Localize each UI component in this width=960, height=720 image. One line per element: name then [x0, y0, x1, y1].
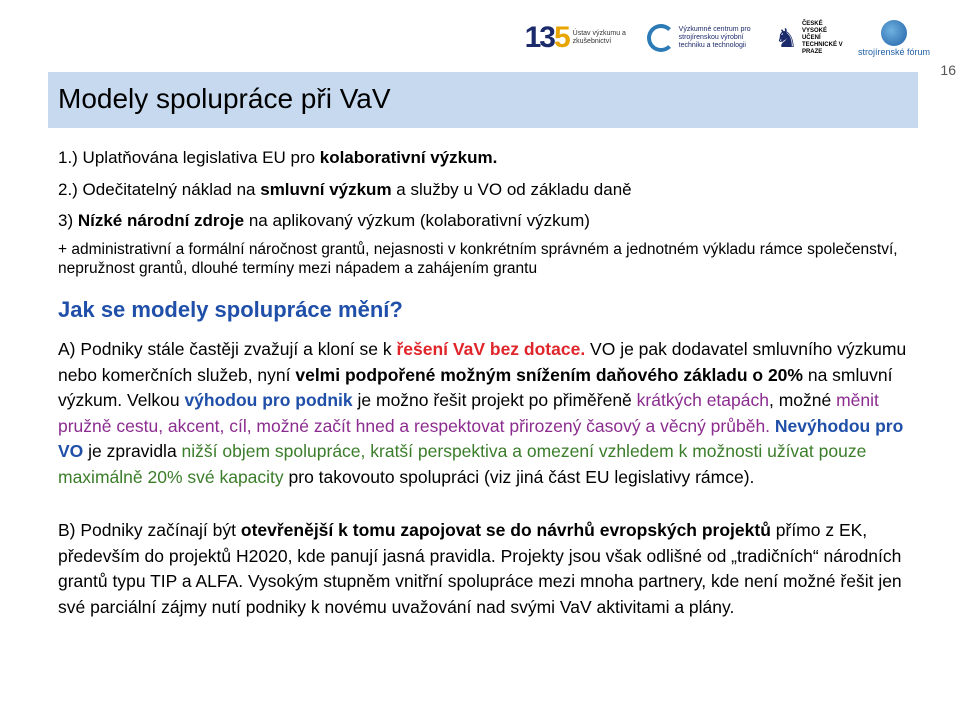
- pb-text-1: B) Podniky začínají být: [58, 520, 241, 540]
- point-1-bold: kolaborativní výzkum.: [319, 148, 498, 167]
- sf-text: strojírenské fórum: [857, 46, 930, 57]
- point-3-text-a: 3): [58, 211, 78, 230]
- point-2: [58, 177, 918, 203]
- pa-text-1: A) Podniky stále častěji zvažují a kloní se k: [58, 339, 397, 359]
- paragraph-b: [58, 518, 918, 620]
- pa-text-15: pro takovouto spolupráci (viz jiná část EU legislativy rámce).: [283, 466, 755, 487]
- point-1-text: 1.) Uplatňována legislativa EU pro: [58, 148, 320, 167]
- vc-text: Výzkumné centrum pro strojírenskou výrobní techniku a technologii: [678, 26, 751, 49]
- paragraph-a: [58, 337, 918, 490]
- point-1: [58, 145, 918, 171]
- page-number: 16: [940, 62, 956, 78]
- pa-text-9: , možné: [768, 390, 837, 410]
- pa-bold-danovy-zaklad: velmi podpořené možným snížením daňového základu o 20%: [295, 364, 803, 385]
- pb-bold-otevrenejsi: otevřenější k tomu zapojovat se do návrhů evropských projektů: [240, 520, 771, 540]
- partner-logos: [525, 10, 930, 66]
- pa-highlight-vyhoda: výhodou pro podnik: [184, 390, 353, 410]
- pa-highlight-etapy: krátkých etapách: [636, 390, 769, 410]
- logo-strojirenske-forum: [858, 20, 930, 57]
- title-bar: [48, 72, 918, 128]
- pa-text-7: je možno řešit projekt po přiměřeně: [352, 390, 637, 410]
- pa-highlight-nevyhoda: Nevýhodou pro VO: [58, 415, 904, 461]
- logo-135-number: 135: [524, 21, 569, 54]
- logo-135-text: Ústav výzkumu a zkušebnictví: [572, 30, 626, 45]
- point-3: [58, 208, 918, 234]
- point-3-bold: Nízké národní zdroje: [77, 211, 245, 230]
- pa-text-3: VO je pak dodavatel smluvního výzkumu nebo komerčních služeb, nyní: [58, 339, 907, 385]
- pb-text-3: přímo z EK, především do projektů H2020, kde panují jasná pravidla. Projekty jsou však odlišné od „tradičních“ národních grantů typu TIP a ALFA. Vysokým stupněm vnitřní spolupráce mezi mnoha partnery, kde není možné řešit jen své parciální zájmy nutí podniky k novému uvažování nad svými VaV aktivitami a plány.: [58, 520, 902, 617]
- slide-title: Modely spolupráce při VaV: [58, 83, 391, 114]
- point-2-text-c: a služby u VO od základu daně: [391, 180, 632, 199]
- cvut-lion-icon: ♞: [774, 22, 798, 53]
- logo-135-ustav: [525, 21, 633, 55]
- slide-content: [58, 145, 918, 620]
- pa-highlight-menit: měnit pružně cestu, akcent, cíl, možné začít hned a respektovat přirozený časový a věcný průběh.: [58, 390, 879, 436]
- logo-vyzkumne-centrum: [647, 24, 761, 52]
- pa-highlight-objem: nižší objem spolupráce, kratší perspektiva a omezení vzhledem k možnosti užívat pouze maximálně 20% své kapacity: [58, 441, 867, 487]
- vc-circle-icon: [647, 24, 675, 52]
- logo-cvut: [775, 21, 844, 56]
- pa-text-5: na smluvní výzkum. Velkou: [58, 364, 893, 410]
- point-3-text-c: na aplikovaný výzkum (kolaborativní výzkum): [244, 211, 590, 230]
- cvut-text: ČESKÉ VYSOKÉ UČENÍ TECHNICKÉ V PRAZE: [801, 20, 843, 55]
- globe-icon: [881, 20, 907, 46]
- pa-highlight-bez-dotace: řešení VaV bez dotace.: [396, 339, 586, 359]
- point-2-bold: smluvní výzkum: [260, 180, 392, 199]
- pa-text-13: je zpravidla: [83, 441, 182, 461]
- point-4: + administrativní a formální náročnost grantů, nejasnosti v konkrétním správném a jednotném výkladu rámce společenství, nepružnost grantů, dlouhé termíny mezi nápadem a zahájením grantu: [58, 241, 898, 277]
- question-heading: Jak se modely spolupráce mění?: [58, 297, 403, 322]
- point-2-text-a: 2.) Odečitatelný náklad na: [58, 180, 261, 199]
